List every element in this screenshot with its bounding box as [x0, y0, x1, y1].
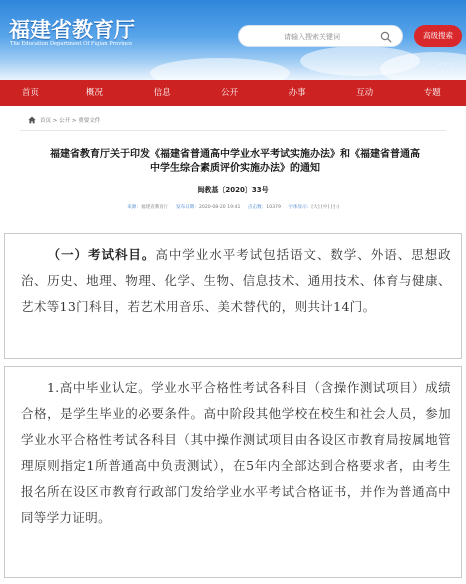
cloud-decoration	[150, 58, 290, 80]
nav-item-public[interactable]: 公开	[221, 88, 239, 98]
article-meta	[0, 204, 466, 210]
breadcrumb	[28, 114, 100, 126]
search-input[interactable]	[247, 29, 377, 44]
nav-item-topics[interactable]: 专题	[423, 88, 441, 98]
header-banner	[0, 0, 466, 80]
font-size-switcher[interactable]: [大] [中] [小]	[311, 205, 339, 210]
views-value: 10379	[266, 205, 281, 210]
bird-decoration: ˅ ˅	[410, 57, 420, 65]
excerpt-graduation-panel	[4, 366, 462, 578]
subjects-heading: （一）考试科目。	[47, 247, 156, 262]
home-icon[interactable]	[28, 116, 36, 124]
subjects-paragraph	[21, 242, 451, 320]
source-label: 来源：	[127, 205, 141, 210]
document-number: 闽教基〔2020〕33号	[197, 186, 269, 194]
views-label: 点击数：	[247, 205, 267, 210]
breadcrumb-text[interactable]: 首页 > 公开 > 重要文件	[40, 118, 101, 124]
nav-item-services[interactable]: 办事	[288, 88, 306, 98]
bird-decoration: ˅ ˅ ˅	[438, 63, 453, 71]
excerpt-subjects-panel	[4, 233, 462, 359]
advanced-search-button[interactable]: 高级搜索	[414, 25, 462, 47]
search-box	[238, 25, 403, 47]
nav-item-overview[interactable]: 概况	[86, 88, 104, 98]
article-title	[30, 148, 440, 176]
article-title-line: 福建省教育厅关于印发《福建省普通高中学业水平考试实施办法》和《福建省普通高	[50, 149, 420, 160]
nav-item-interaction[interactable]: 互动	[356, 88, 374, 98]
divider	[20, 130, 446, 131]
search-icon[interactable]	[380, 31, 392, 43]
graduation-body: 1.高中毕业认定。学业水平合格性考试各科目（含操作测试项目）成绩合格，是学生毕业的必要条件。高中阶段其他学校在校生和社会人员，参加学业水平合格性考试各科目（其中操作测试项目由各设区市教育局按属地管理原则指定1所普通高中负责测试），在5年内全部达到合格要求者，由考生报名所在设区市教育行政部门发给学业水平考试合格证书，并作为普通高中同等学力证明。	[21, 380, 451, 525]
font-size-label: 字体显示：	[288, 205, 312, 210]
main-nav	[0, 80, 466, 106]
date-value: 2020-08-20 19:41	[199, 205, 241, 210]
graduation-paragraph	[21, 375, 451, 531]
site-logo-english: The Education Department Of Fujian Province	[10, 41, 133, 47]
date-label: 发布日期：	[176, 205, 199, 210]
nav-item-information[interactable]: 信息	[153, 88, 171, 98]
nav-item-home[interactable]: 首页	[21, 88, 39, 98]
subjects-body: 高中学业水平考试包括语文、数学、外语、思想政治、历史、地理、物理、化学、生物、信息技术、通用技术、体育与健康、艺术等13门科目，若艺术用音乐、美术替代的，则共计14门。	[21, 247, 451, 314]
site-screenshot	[0, 0, 466, 224]
source-value: 福建省教育厅	[140, 205, 169, 210]
article-title-line: 中学生综合素质评价实施办法》的通知	[150, 163, 320, 174]
site-logo[interactable]: 福建省教育厅	[9, 17, 135, 42]
